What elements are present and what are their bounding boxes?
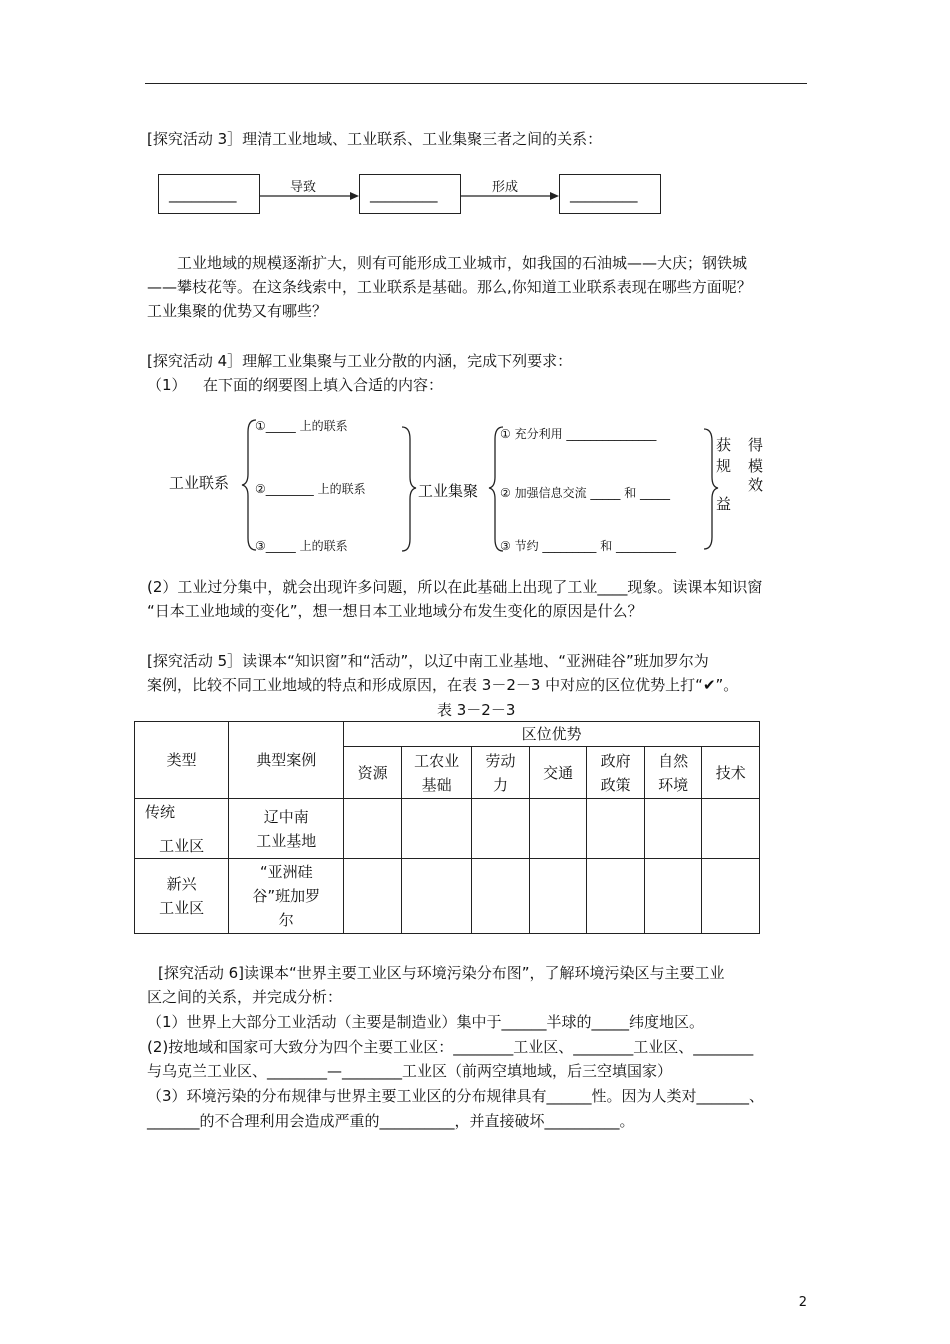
activity6-q2-line1[interactable]: (2)按地域和国家可大致分为四个主要工业区：________工业区、________工业区、________ [147,1038,754,1056]
activity6-q3-line1[interactable]: （3）环境污染的分布规律与世界主要工业区的分布规律具有______性。因为人类对_______、 [147,1087,765,1105]
activity4-heading: [探究活动 4］理解工业集聚与工业分散的内涵，完成下列要求： [147,352,573,370]
right-item-3[interactable]: ③ 节约 _________ 和 __________ [500,539,677,553]
row2-check-technology[interactable] [702,859,760,934]
header-technology: 技术 [702,747,760,799]
mid-root-label: 工业集聚 [418,482,479,500]
row2-check-resources[interactable] [344,859,402,934]
row2-check-transport[interactable] [529,859,587,934]
row1-check-resources[interactable] [344,799,402,859]
row2-check-natural-environment[interactable] [644,859,702,934]
row2-check-industrial-agri-base[interactable] [401,859,471,934]
flow-box-2[interactable] [359,174,461,214]
activity4-q2-line2: “日本工业地域的变化”，想一想日本工业地域分布发生变化的原因是什么？ [147,602,643,620]
activity6-heading-line2: 区之间的关系，并完成分析： [147,988,343,1006]
header-transport: 交通 [529,747,587,799]
table-row [135,859,760,934]
left-item-2[interactable]: ②________ 上的联系 [255,482,366,496]
row1-type: 传统 工业区 [135,799,229,859]
result-char-3: 规 [716,457,732,475]
flow-box-3[interactable] [559,174,661,214]
header-natural-environment: 自然 环境 [644,747,702,799]
flow-box-3-blank: _________ [570,185,638,203]
row2-type: 新兴 工业区 [135,859,229,934]
result-char-4: 模 [748,457,764,475]
row1-check-natural-environment[interactable] [644,799,702,859]
activity6-q3-line2[interactable]: _______的不合理利用会造成严重的__________，并直接破坏__________。 [147,1112,635,1130]
activity3-para-line1: 工业地域的规模逐渐扩大，则有可能形成工业城市，如我国的石油城——大庆；钢铁城 [177,254,748,272]
top-rule [145,83,807,84]
left-root-label: 工业联系 [169,474,230,492]
row1-case: 辽中南 工业基地 [229,799,344,859]
middle-brace [398,425,418,553]
activity4-q2-line1: (2）工业过分集中，就会出现许多问题，所以在此基础上出现了工业____现象。读课本知识窗 [147,578,763,596]
arrow-2-label: 形成 [492,180,519,195]
page-number: 2 [798,1295,807,1310]
right-item-1[interactable]: ① 充分利用 _______________ [500,427,657,441]
activity3-para-line3: 工业集聚的优势又有哪些？ [147,302,328,320]
row2-check-government-policy[interactable] [587,859,645,934]
arrow-1-label: 导致 [290,180,317,195]
header-type: 类型 [135,722,229,799]
header-labor: 劳动 力 [472,747,530,799]
result-char-2: 得 [748,436,764,454]
row2-case: “亚洲硅 谷”班加罗 尔 [229,859,344,934]
flow-box-2-blank: _________ [370,185,438,203]
header-government-policy: 政府 政策 [587,747,645,799]
left-item-3[interactable]: ③_____ 上的联系 [255,539,348,553]
location-advantage-table [134,721,760,934]
flow-box-1-blank: _________ [169,185,237,203]
left-item-1[interactable]: ①_____ 上的联系 [255,419,348,433]
row1-check-government-policy[interactable] [587,799,645,859]
activity5-heading-line1: [探究活动 5］读课本“知识窗”和“活动”，以辽中南工业基地、“亚洲硅谷”班加罗尔为 [147,652,709,670]
header-resources: 资源 [344,747,402,799]
activity5-heading-line2: 案例，比较不同工业地域的特点和形成原因，在表 3－2－3 中对应的区位优势上打“✔”。 [147,676,739,694]
activity4-q1-number: （1） [147,376,187,394]
row1-check-labor[interactable] [472,799,530,859]
activity6-heading-line1: [探究活动 6]读课本“世界主要工业区与环境污染分布图”，了解环境污染区与主要工业 [158,964,725,982]
activity3-para-line2: ——攀枝花等。在这条线索中，工业联系是基础。那么,你知道工业联系表现在哪些方面呢？ [147,278,752,296]
table-caption: 表 3－2－3 [437,701,516,719]
table-row [135,799,760,859]
flow-box-1[interactable] [158,174,260,214]
activity6-q1[interactable]: （1）世界上大部分工业活动（主要是制造业）集中于______半球的_____纬度地区。 [147,1013,705,1031]
row1-check-industrial-agri-base[interactable] [401,799,471,859]
row1-check-transport[interactable] [529,799,587,859]
activity4-q1-text: 在下面的纲要图上填入合适的内容： [203,376,444,394]
right-item-2[interactable]: ② 加强信息交流 _____ 和 _____ [500,486,671,500]
row2-check-labor[interactable] [472,859,530,934]
header-location-advantage: 区位优势 [344,722,760,747]
header-industrial-agri-base: 工农业 基础 [401,747,471,799]
result-char-5: 效 [748,476,764,494]
header-case: 典型案例 [229,722,344,799]
activity3-heading: [探究活动 3］理清工业地域、工业联系、工业集聚三者之间的关系： [147,130,603,148]
row1-check-technology[interactable] [702,799,760,859]
result-char-1: 获 [716,436,732,454]
activity6-q2-line2[interactable]: 与乌克兰工业区、________—________工业区（前两空填地域，后三空填国家） [147,1062,673,1080]
result-char-6: 益 [716,495,732,513]
